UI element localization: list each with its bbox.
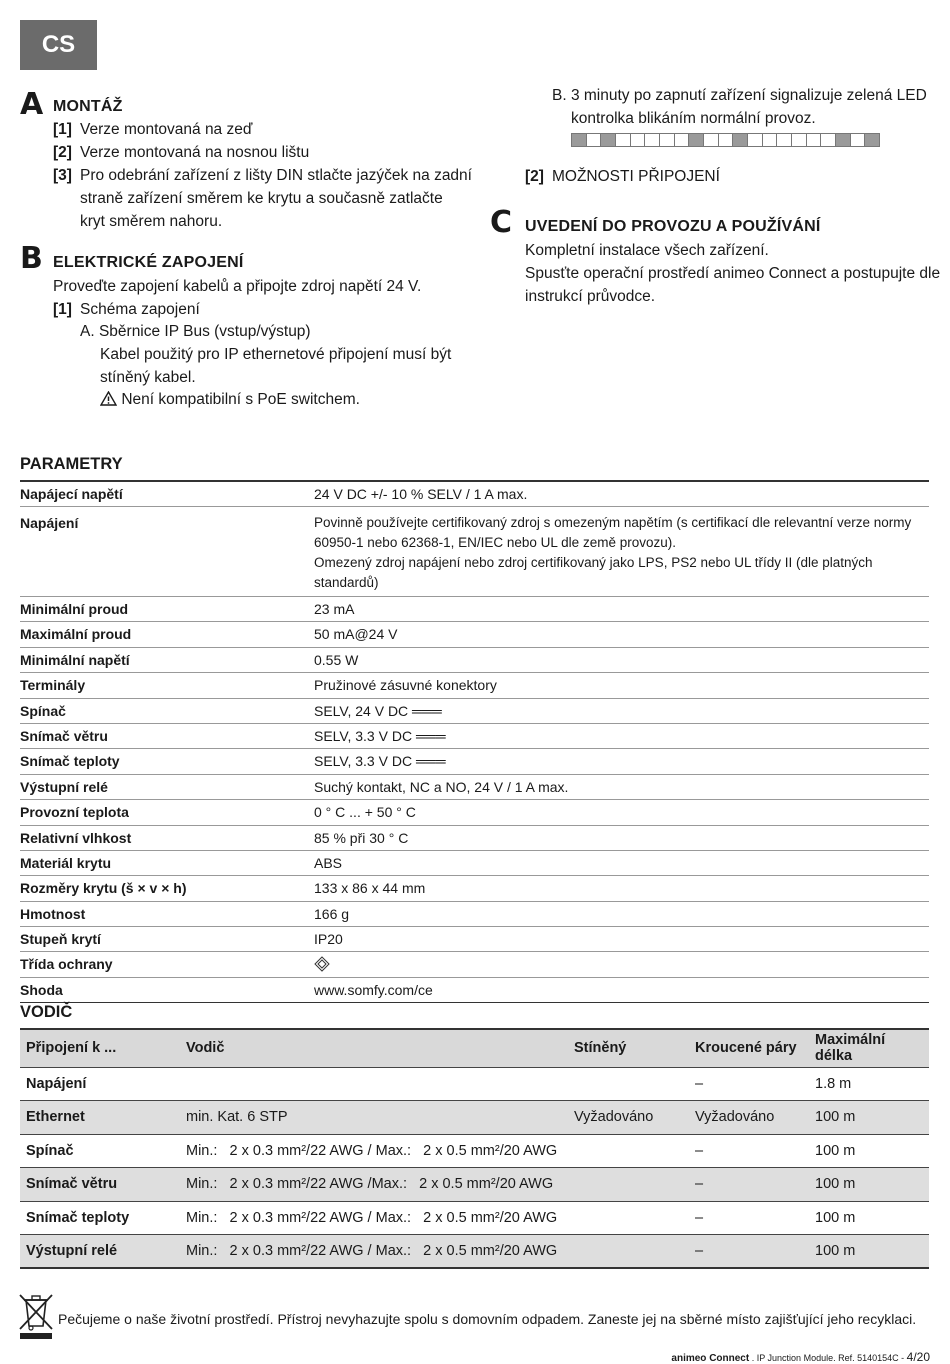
param-key: Třída ochrany <box>20 952 314 977</box>
wires-row <box>20 1235 929 1269</box>
wires-header-row <box>20 1029 929 1067</box>
params-row <box>20 723 929 748</box>
section-a-item-1: [1] Verze montovaná na zeď <box>53 121 253 138</box>
led-cell <box>821 134 836 146</box>
param-value: SELV, 3.3 V DC ═══ <box>314 723 929 748</box>
led-cell <box>660 134 675 146</box>
wires-cell <box>568 1067 689 1101</box>
wires-cell: Výstupní relé <box>20 1235 180 1269</box>
params-row <box>20 622 929 647</box>
protection-class-icon <box>314 956 330 972</box>
section-c-line-2: Spusťte operační prostředí animeo Connect a postupujte dle <box>525 265 941 282</box>
param-value: Suchý kontakt, NC a NO, 24 V / 1 A max. <box>314 774 929 799</box>
section-c-title: UVEDENÍ DO PROVOZU A POUŽÍVÁNÍ <box>525 218 821 235</box>
led-cell <box>572 134 587 146</box>
param-key: Snímač větru <box>20 723 314 748</box>
section-a-title: MONTÁŽ <box>53 98 123 115</box>
wires-cell: Ethernet <box>20 1101 180 1135</box>
param-value <box>314 952 929 977</box>
led-cell <box>616 134 631 146</box>
led-cell <box>777 134 792 146</box>
param-key: Shoda <box>20 981 63 998</box>
section-b-title: ELEKTRICKÉ ZAPOJENÍ <box>53 254 244 271</box>
param-value: 166 g <box>314 901 929 926</box>
section-b-sub-a-line2: Kabel použitý pro IP ethernetové připojení musí být <box>100 346 452 363</box>
param-key: Hmotnost <box>20 901 314 926</box>
params-row <box>20 774 929 799</box>
param-key: Napájení <box>20 507 314 597</box>
wires-header: Kroucené páry <box>689 1029 809 1067</box>
param-value: www.somfy.com/ce <box>314 981 433 998</box>
section-b-sub-a-line3: stíněný kabel. <box>100 369 196 386</box>
wires-header: Stíněný <box>568 1029 689 1067</box>
wires-cell: Vyžadováno <box>568 1101 689 1135</box>
params-row <box>20 698 929 723</box>
params-row <box>20 647 929 672</box>
wires-table <box>20 1028 929 1269</box>
params-row <box>20 977 929 1002</box>
param-key: Stupeň krytí <box>20 927 314 952</box>
warning-triangle-icon <box>100 391 117 406</box>
param-key: Napájecí napětí <box>20 481 314 507</box>
param-value: 0.55 W <box>314 647 929 672</box>
section-a-item-2: [2] Verze montovaná na nosnou lištu <box>53 144 310 161</box>
wires-cell: – <box>689 1134 809 1168</box>
wires-cell: 100 m <box>809 1201 929 1235</box>
warning-line: Není kompatibilní s PoE switchem. <box>100 388 360 411</box>
led-cell <box>675 134 690 146</box>
led-cell <box>807 134 822 146</box>
led-cell <box>689 134 704 146</box>
wires-row <box>20 1101 929 1135</box>
param-key: Snímač teploty <box>20 749 314 774</box>
wires-cell: Min.: 2 x 0.3 mm²/22 AWG / Max.: 2 x 0.5 mm²/20 AWG <box>180 1235 568 1269</box>
param-value: SELV, 24 V DC ═══ <box>314 698 929 723</box>
params-row <box>20 481 929 507</box>
wires-cell: – <box>689 1201 809 1235</box>
led-cell <box>836 134 851 146</box>
section-b-sub-a: A. Sběrnice IP Bus (vstup/výstup) <box>80 323 311 340</box>
wires-cell: 1.8 m <box>809 1067 929 1101</box>
led-cell <box>748 134 763 146</box>
params-row <box>20 825 929 850</box>
param-value: IP20 <box>314 927 929 952</box>
params-title: PARAMETRY <box>20 455 123 473</box>
param-value: 24 V DC +/- 10 % SELV / 1 A max. <box>314 481 929 507</box>
param-key: Maximální proud <box>20 622 314 647</box>
section-c-letter: C <box>490 205 513 240</box>
section-b-sub-b-line2: kontrolka blikáním normální provoz. <box>571 110 816 127</box>
led-cell <box>587 134 602 146</box>
params-row <box>20 800 929 825</box>
led-blink-pattern <box>571 133 880 147</box>
wires-cell: Snímač větru <box>20 1168 180 1202</box>
params-row <box>20 597 929 622</box>
wires-cell: 100 m <box>809 1168 929 1202</box>
wires-cell: Min.: 2 x 0.3 mm²/22 AWG / Max.: 2 x 0.5 mm²/20 AWG <box>180 1201 568 1235</box>
wires-header: Vodič <box>180 1029 568 1067</box>
section-b-sub-b: B. 3 minuty po zapnutí zařízení signalizuje zelená LED <box>552 87 927 104</box>
wires-cell: 100 m <box>809 1235 929 1269</box>
wires-cell <box>568 1201 689 1235</box>
wires-header: Připojení k ... <box>20 1029 180 1067</box>
param-key: Výstupní relé <box>20 774 314 799</box>
param-key: Spínač <box>20 698 314 723</box>
section-c-line-3: instrukcí průvodce. <box>525 288 656 305</box>
section-b-item-1: [1] Schéma zapojení <box>53 301 200 318</box>
weee-bin-icon <box>18 1292 54 1340</box>
section-b-letter: B <box>20 241 43 276</box>
params-row <box>20 749 929 774</box>
params-row <box>20 673 929 698</box>
param-value: SELV, 3.3 V DC ═══ <box>314 749 929 774</box>
params-table <box>20 480 929 1003</box>
wires-cell <box>568 1134 689 1168</box>
section-c-line-1: Kompletní instalace všech zařízení. <box>525 242 769 259</box>
params-row <box>20 876 929 901</box>
param-key: Provozní teplota <box>20 800 314 825</box>
led-cell <box>704 134 719 146</box>
wires-cell <box>180 1067 568 1101</box>
wires-cell: – <box>689 1235 809 1269</box>
param-key: Minimální proud <box>20 597 314 622</box>
section-b-intro: Proveďte zapojení kabelů a připojte zdroj napětí 24 V. <box>53 278 422 295</box>
wires-cell: min. Kat. 6 STP <box>180 1101 568 1135</box>
environment-note: Pečujeme o naše životní prostředí. Přístroj nevyhazujte spolu s domovním odpadem. Zaneste jej na sběrné místo zajišťující jeho recyklaci. <box>58 1311 917 1327</box>
param-key: Materiál krytu <box>20 850 314 875</box>
section-a-letter: A <box>20 87 44 122</box>
led-cell <box>792 134 807 146</box>
params-row <box>20 850 929 875</box>
led-cell <box>851 134 866 146</box>
wires-cell: 100 m <box>809 1101 929 1135</box>
wires-row <box>20 1168 929 1202</box>
wires-cell: Snímač teploty <box>20 1201 180 1235</box>
param-value: 133 x 86 x 44 mm <box>314 876 929 901</box>
wires-cell: Vyžadováno <box>689 1101 809 1135</box>
param-value-line: Omezený zdroj napájení nebo zdroj certifikovaný jako LPS, PS2 nebo UL třídy II (dle platných standardů) <box>314 555 873 590</box>
param-value-line: 60950-1 nebo 62368-1, EN/IEC nebo UL dle země provozu). <box>314 535 676 550</box>
param-value: 50 mA@24 V <box>314 622 929 647</box>
led-cell <box>865 134 879 146</box>
param-key: Minimální napětí <box>20 647 314 672</box>
led-cell <box>645 134 660 146</box>
param-key: Relativní vlhkost <box>20 825 314 850</box>
section-a-item-3-line2: straně zařízení směrem ke krytu a současně zatlačte <box>80 190 443 207</box>
wires-cell: – <box>689 1067 809 1101</box>
param-value: ABS <box>314 850 929 875</box>
wires-cell: Min.: 2 x 0.3 mm²/22 AWG / Max.: 2 x 0.5 mm²/20 AWG <box>180 1134 568 1168</box>
wires-title: VODIČ <box>20 1003 73 1021</box>
param-value: 0 ° C ... + 50 ° C <box>314 800 929 825</box>
wires-cell <box>568 1168 689 1202</box>
wires-row <box>20 1067 929 1101</box>
param-value-line: Povinně používejte certifikovaný zdroj s omezeným napětím (s certifikací dle relevantní verze normy <box>314 515 912 530</box>
led-cell <box>763 134 778 146</box>
led-cell <box>631 134 646 146</box>
param-value: Pružinové zásuvné konektory <box>314 673 929 698</box>
wires-row <box>20 1134 929 1168</box>
wires-cell <box>568 1235 689 1269</box>
section-a-item-3-line3: kryt směrem nahoru. <box>80 213 223 230</box>
params-row <box>20 952 929 977</box>
wires-row <box>20 1201 929 1235</box>
led-cell <box>719 134 734 146</box>
params-row <box>20 927 929 952</box>
wires-cell: 100 m <box>809 1134 929 1168</box>
led-cell <box>601 134 616 146</box>
wires-header: Maximální délka <box>809 1029 929 1067</box>
params-row <box>20 507 929 597</box>
wires-cell: Spínač <box>20 1134 180 1168</box>
wires-cell: Min.: 2 x 0.3 mm²/22 AWG /Max.: 2 x 0.5 mm²/20 AWG <box>180 1168 568 1202</box>
param-value <box>314 507 929 597</box>
section-a-item-3: [3] Pro odebrání zařízení z lišty DIN stlačte jazýček na zadní <box>53 167 472 184</box>
param-key: Rozměry krytu (š × v × h) <box>20 876 314 901</box>
led-cell <box>733 134 748 146</box>
section-b-item-2: [2] MOŽNOSTI PŘIPOJENÍ <box>525 168 720 185</box>
param-key: Terminály <box>20 673 314 698</box>
wires-cell: Napájení <box>20 1067 180 1101</box>
language-tab: CS <box>20 20 97 70</box>
param-value: 85 % při 30 ° C <box>314 825 929 850</box>
param-value: 23 mA <box>314 597 929 622</box>
page-footer: animeo Connect . IP Junction Module. Ref. 5140154C - 4/20 <box>671 1350 930 1364</box>
wires-cell: – <box>689 1168 809 1202</box>
params-row <box>20 901 929 926</box>
